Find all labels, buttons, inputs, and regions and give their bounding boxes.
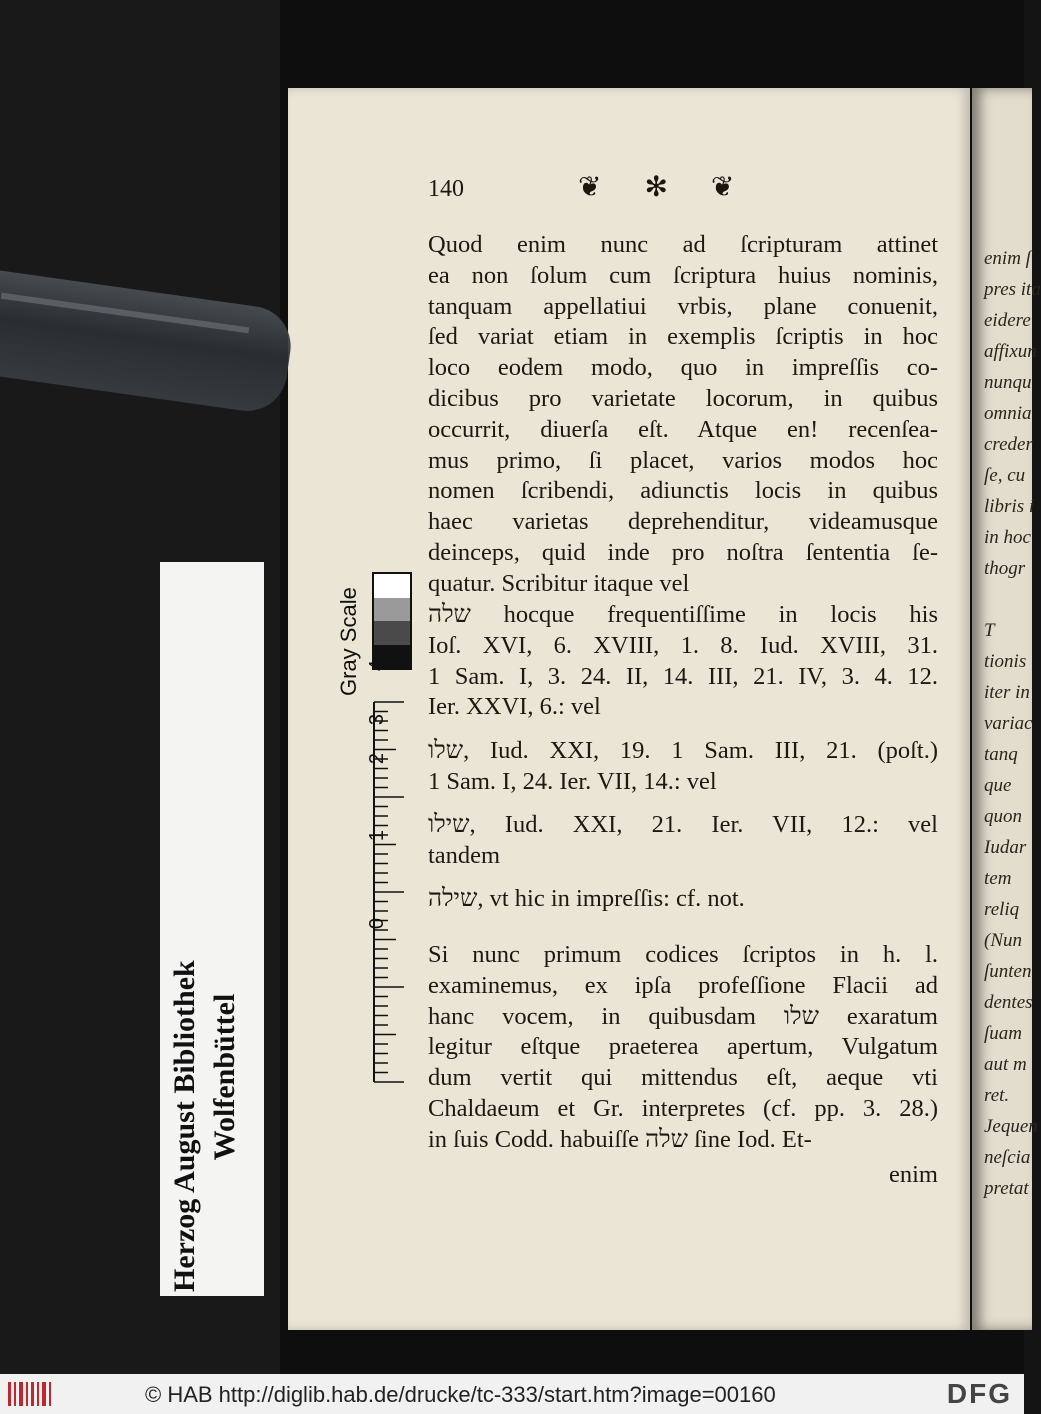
color-ruler [160, 562, 389, 1296]
page-number: 140 [428, 176, 464, 202]
text-line: Si nunc primum codices ſcriptos in h. l. [428, 941, 938, 968]
ruler-number-1: 1 [366, 829, 389, 842]
adjacent-page-fragment: (Nun [984, 930, 1022, 951]
text-line: tanquam appellatiui vrbis, plane conuenit, [428, 292, 938, 320]
ruler-ticks [374, 682, 414, 1102]
page-header [428, 172, 938, 216]
paragraph-6 [428, 940, 938, 1156]
adjacent-page-fragment: tanq [984, 744, 1018, 765]
paragraph-5 [428, 884, 938, 915]
text-line: שילו, Iud. XXI, 21. Ier. VII, 12.: vel [428, 811, 938, 838]
ruler-institution-city: Wolfenbüttel [208, 993, 241, 1161]
adjacent-page-edge [972, 88, 1041, 1330]
footer-bar [0, 1374, 1024, 1414]
text-line: tandem [428, 841, 501, 869]
text-line: Ier. XXVI, 6.: vel [428, 693, 601, 721]
adjacent-page-fragment: T [984, 620, 995, 641]
text-line: occurrit, diuerſa eſt. Atque en! recenſea- [428, 415, 938, 443]
adjacent-page-fragment: in hoc [984, 527, 1031, 548]
adjacent-page-fragment: quon [984, 806, 1022, 827]
adjacent-page-fragment: neſcia [984, 1147, 1031, 1168]
text-line: Quod enim nunc ad ſcripturam attinet [428, 231, 938, 258]
gray-scale-label: Gray Scale [336, 587, 361, 696]
adjacent-page-fragment: nunqu [984, 372, 1032, 393]
adjacent-page-fragment: thogr [984, 558, 1026, 579]
text-line: hanc vocem, in quibusdam שלו exaratum [428, 1002, 938, 1030]
text-line: ea non ſolum cum ſcriptura huius nominis, [428, 261, 938, 289]
page-body [428, 230, 938, 1330]
catchword: enim [889, 1161, 938, 1188]
adjacent-page-fragment: ret. [984, 1085, 1010, 1106]
footer-copyright-link[interactable]: © HAB http://diglib.hab.de/drucke/tc-333/start.htm?image=00160 [145, 1382, 776, 1407]
adjacent-page-fragment: que [984, 775, 1012, 796]
adjacent-page-fragment: eidere [984, 310, 1031, 331]
ruler-number-3: 3 [366, 713, 389, 726]
header-ornament: ❦ ✻ ❦ [578, 172, 753, 203]
adjacent-page-fragment: iter in [984, 682, 1030, 703]
adjacent-page-fragment: creder [984, 434, 1033, 455]
gray-scale-swatches [372, 572, 412, 670]
ruler-institution-name: Herzog August Bibliothek [168, 960, 201, 1292]
text-line: שלה hocque frequentiſſime in locis his [428, 601, 938, 628]
ruler-number-0: 0 [366, 917, 389, 930]
text-line: nomen ſcribendi, adiunctis locis in quibus [428, 477, 938, 505]
dfg-logo: DFG [946, 1378, 1012, 1409]
adjacent-page-fragment: ſunten [984, 961, 1032, 982]
adjacent-page-fragment: enim ſ [984, 248, 1031, 269]
text-line: 1 Sam. I, 24. Ier. VII, 14.: vel [428, 767, 717, 795]
text-line: Ioſ. XVI, 6. XVIII, 1. 8. Iud. XVIII, 31. [428, 631, 938, 659]
adjacent-page-fragment: affixun [984, 341, 1037, 362]
adjacent-page-fragment: aut m [984, 1054, 1027, 1075]
text-line: haec varietas deprehenditur, videamusque [428, 508, 938, 536]
text-line: Chaldaeum et Gr. interpretes (cf. pp. 3. 28.) [428, 1094, 938, 1122]
ruler-number-2: 2 [366, 752, 389, 765]
text-line: in ſuis Codd. habuiſſe שלה ſine Iod. Et- [428, 1125, 812, 1153]
text-line: legitur eſtque praeterea apertum, Vulgatum [428, 1033, 938, 1061]
hab-logo-icon [8, 1380, 52, 1408]
text-line: mus primo, ſi placet, varios modos hoc [428, 446, 938, 474]
text-line: quatur. Scribitur itaque vel [428, 569, 690, 597]
ruler-number-4: 4 [366, 659, 389, 672]
adjacent-page-fragment: pres ita [984, 279, 1041, 300]
text-line: שלו, Iud. XXI, 19. 1 Sam. III, 21. (poſt.) [428, 737, 938, 764]
swatch-light-gray [374, 598, 410, 622]
adjacent-page-fragment: ſuam [984, 1023, 1022, 1044]
text-line: ſed variat etiam in exemplis ſcriptis in hoc [428, 323, 938, 351]
paragraph-3 [428, 736, 938, 798]
adjacent-page-fragment: Iudar [984, 837, 1027, 858]
text-line: loco eodem modo, quo in impreſſis co- [428, 354, 938, 382]
text-line: deinceps, quid inde pro noſtra ſententia ſe- [428, 538, 938, 566]
paragraph-1 [428, 230, 938, 600]
adjacent-page-fragment: variac [984, 713, 1033, 734]
swatch-white [374, 574, 410, 598]
paragraph-2 [428, 600, 938, 723]
text-line: dicibus pro varietate locorum, in quibus [428, 384, 938, 412]
adjacent-page-fragment: libris i [984, 496, 1035, 517]
text-line: שילה, vt hic in impreſſis: cf. not. [428, 885, 745, 912]
adjacent-page-fragment: Jequen [984, 1116, 1038, 1137]
adjacent-page-fragment: tem [984, 868, 1012, 889]
adjacent-page-fragment: tionis [984, 651, 1027, 672]
text-line: examinemus, ex ipſa profeſſione Flacii ad [428, 971, 938, 999]
adjacent-page-fragment: ſe, cu [984, 465, 1026, 486]
paragraph-4 [428, 810, 938, 872]
adjacent-page-fragment: reliq [984, 899, 1020, 920]
text-line: dum vertit qui mittendus eſt, aeque vti [428, 1064, 938, 1092]
text-line: 1 Sam. I, 3. 24. II, 14. III, 21. IV, 3. 4. 12. [428, 662, 938, 690]
adjacent-page-fragment: dentes [984, 992, 1033, 1013]
swatch-dark-gray [374, 621, 410, 645]
adjacent-page-fragment: omnia [984, 403, 1032, 424]
adjacent-page-fragment: pretat [984, 1178, 1029, 1199]
